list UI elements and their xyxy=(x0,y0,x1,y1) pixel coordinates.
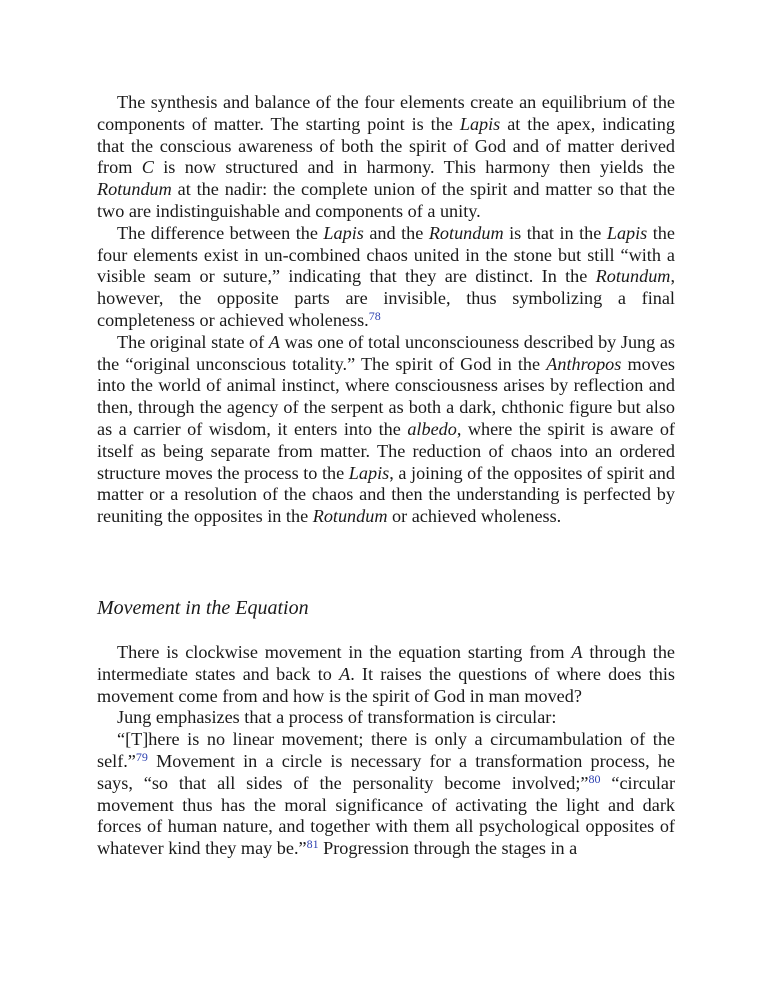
paragraph xyxy=(97,223,675,332)
text-run: and the xyxy=(363,222,429,243)
footnote-ref-link[interactable]: 79 xyxy=(135,749,148,764)
footnote-ref-link[interactable]: 81 xyxy=(306,837,319,852)
text-run: , however, the opposite parts are invisible, thus symbolizing a final completeness or achieved wholeness. xyxy=(97,266,675,330)
text-run: , where the spirit is aware of itself as being separate from matter. The reduction of chaos into an ordered structure moves the process to the xyxy=(97,418,675,483)
text-run: “[T]here is no linear movement; there is only a circumambulation of the self.” xyxy=(97,729,675,771)
italic-term: Rotundum xyxy=(595,266,671,287)
italic-term: Rotundum xyxy=(428,222,504,243)
italic-term: Lapis xyxy=(323,222,364,243)
text-run: is now structured and in harmony. This harmony then yields the xyxy=(153,157,676,178)
italic-term: Lapis xyxy=(348,462,390,483)
text-run: , a joining of the opposites of spirit and matter or a resolution of the chaos and then the understanding is perfected by reuniting the opposites in the xyxy=(97,462,675,527)
text-run: The difference between the xyxy=(117,222,324,243)
text-run: the four elements exist in un-combined chaos united in the stone but still “with a visible seam or suture,” indicating that they are distinct. In the xyxy=(97,222,675,287)
italic-term: C xyxy=(141,157,154,178)
text-run: moves into the world of animal instinct, where consciousness arises by reflection and then, through the agency of the serpent as both a dark, chthonic figure but also as a carrier of wisdom, it enters into the xyxy=(97,353,675,439)
text-run: or achieved wholeness. xyxy=(387,506,562,527)
italic-term: albedo xyxy=(407,418,457,439)
text-run: The synthesis and balance of the four elements create an equilibrium of the components of matter. The starting point is the xyxy=(97,92,675,134)
body-text-section-1 xyxy=(97,92,675,528)
text-run: Movement in a circle is necessary for a transformation process, he says, “so that all sides of the personality become involved;” xyxy=(97,750,675,793)
text-run: was one of total unconsciouness described by Jung as the “original unconscious totality.” The spirit of God in the xyxy=(97,331,675,374)
paragraph xyxy=(97,92,675,223)
text-run: Progression through the stages in a xyxy=(318,838,578,859)
text-run: is that in the xyxy=(503,222,607,243)
paragraph xyxy=(97,729,675,860)
italic-term: Lapis xyxy=(606,222,648,243)
italic-term: A xyxy=(571,642,583,662)
section-heading: Movement in the Equation xyxy=(97,597,309,619)
italic-term: Lapis xyxy=(459,113,501,134)
paragraph xyxy=(97,332,675,528)
italic-term: A xyxy=(339,663,351,684)
paragraph xyxy=(97,707,675,729)
footnote-ref-link[interactable]: 80 xyxy=(588,771,601,786)
italic-term: Rotundum xyxy=(312,506,388,527)
text-run: through the intermediate states and back to xyxy=(97,642,675,684)
body-text-section-2 xyxy=(97,642,675,860)
text-run: at the apex, indicating that the conscious awareness of both the spirit of God and of matter derived from xyxy=(97,113,675,178)
text-run: “circular movement thus has the moral significance of activating the light and dark forces of human nature, and together with them all psychological opposites of whatever kind they may be.” xyxy=(97,772,675,859)
paragraph xyxy=(97,642,675,707)
text-run: Jung emphasizes that a process of transformation is circular: xyxy=(117,707,557,728)
italic-term: A xyxy=(268,331,280,352)
text-run: at the nadir: the complete union of the spirit and matter so that the two are indistinguishable and components of a unity. xyxy=(97,179,675,221)
text-run: There is clockwise movement in the equation starting from xyxy=(117,642,572,662)
italic-term: Rotundum xyxy=(97,179,172,200)
footnote-ref-link[interactable]: 78 xyxy=(368,308,381,323)
italic-term: Anthropos xyxy=(546,353,622,374)
text-run: The original state of xyxy=(117,331,269,352)
text-run: . It raises the questions of where does this movement come from and how is the spirit of God in man moved? xyxy=(97,663,675,706)
